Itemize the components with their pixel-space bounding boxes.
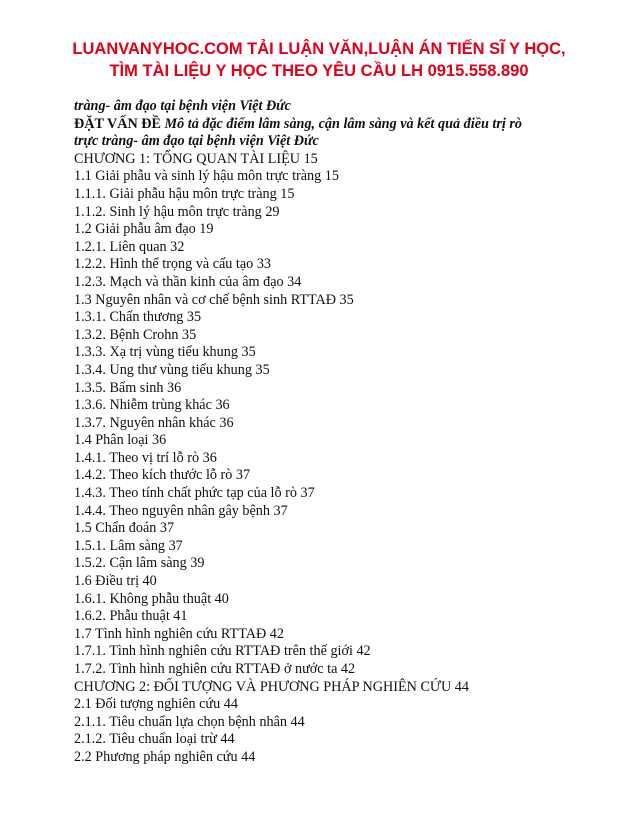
- toc-entry: 1.1.1. Giải phẫu hậu môn trực tràng 15: [74, 185, 295, 202]
- toc-entry: 1.7.1. Tình hình nghiên cứu RTTAĐ trên thế giới 42: [74, 643, 371, 660]
- intro-line-1: tràng- âm đạo tại bệnh viện Việt Đức: [74, 98, 291, 114]
- toc-entry: 1.6.2. Phẫu thuật 41: [74, 608, 188, 625]
- toc-entry: 1.3.4. Ung thư vùng tiểu khung 35: [74, 361, 270, 378]
- toc-entry: 1.3.3. Xạ trị vùng tiểu khung 35: [74, 344, 256, 361]
- toc-entry: 1.3.7. Nguyên nhân khác 36: [74, 414, 234, 431]
- toc-entry: 1.4.2. Theo kích thước lỗ rò 37: [74, 467, 251, 484]
- toc-entry: 1.4.4. Theo nguyên nhân gây bệnh 37: [74, 502, 288, 519]
- toc-entry: 1.3.1. Chấn thương 35: [74, 309, 202, 326]
- toc-entry: 1.5.1. Lâm sàng 37: [74, 537, 183, 554]
- toc-entry: CHƯƠNG 1: TỔNG QUAN TÀI LIỆU 15: [74, 150, 318, 167]
- toc-entry: 1.4 Phân loại 36: [74, 432, 167, 449]
- toc-entry: 1.7.2. Tình hình nghiên cứu RTTAĐ ở nước ta 42: [74, 661, 356, 677]
- toc-entry: 1.2.1. Liên quan 32: [74, 238, 185, 255]
- document-body: [74, 98, 594, 767]
- toc-entry: 1.7 Tình hình nghiên cứu RTTAĐ 42: [74, 625, 284, 642]
- intro-line-2: [74, 116, 594, 134]
- toc-entry: 1.6.1. Không phẫu thuật 40: [74, 590, 229, 607]
- toc-entry: CHƯƠNG 2: ĐỐI TƯỢNG VÀ PHƯƠNG PHÁP NGHIÊN CỨU 44: [74, 678, 469, 695]
- toc-entry: 1.4.1. Theo vị trí lỗ rò 36: [74, 449, 217, 466]
- toc-entry: 2.2 Phương pháp nghiên cứu 44: [74, 748, 256, 765]
- toc-entry: 1.2 Giải phẫu âm đạo 19: [74, 221, 214, 238]
- toc-entry: 1.3.5. Bẩm sinh 36: [74, 379, 182, 396]
- dat-van-de-label: ĐẶT VẤN ĐỀ: [74, 115, 161, 132]
- toc-entry: 1.1 Giải phẫu và sinh lý hậu môn trực tràng 15: [74, 168, 339, 185]
- header-banner: [30, 38, 608, 82]
- toc-entry: 1.1.2. Sinh lý hậu môn trực tràng 29: [74, 203, 280, 220]
- toc-entry: 2.1.1. Tiêu chuẩn lựa chọn bệnh nhân 44: [74, 713, 305, 730]
- toc-entry: 1.6 Điều trị 40: [74, 573, 157, 590]
- intro-line-3: trực tràng- âm đạo tại bệnh viện Việt Đức: [74, 133, 319, 150]
- banner-line-2: TÌM TÀI LIỆU Y HỌC THEO YÊU CẦU LH 0915.558.890: [109, 62, 529, 80]
- banner-line-1: LUANVANYHOC.COM TẢI LUẬN VĂN,LUẬN ÁN TIẾN SĨ Y HỌC,: [72, 40, 566, 58]
- toc-entry: 1.2.2. Hình thể trọng và cấu tạo 33: [74, 256, 272, 273]
- toc-entry: 1.3 Nguyên nhân và cơ chế bệnh sinh RTTAĐ 35: [74, 291, 354, 308]
- toc-entry: 1.2.3. Mạch và thần kinh của âm đạo 34: [74, 273, 302, 290]
- toc-entry: 1.5 Chẩn đoán 37: [74, 520, 175, 537]
- toc-entry: 2.1 Đối tượng nghiên cứu 44: [74, 696, 238, 713]
- toc-entry: 1.3.6. Nhiễm trùng khác 36: [74, 397, 230, 414]
- toc-entry: 2.1.2. Tiêu chuẩn loại trừ 44: [74, 731, 235, 748]
- table-of-contents: [74, 151, 594, 767]
- dat-van-de-text: Mô tả đặc điểm lâm sàng, cận lâm sàng và kết quả điều trị rò: [160, 115, 522, 132]
- toc-entry: 1.5.2. Cận lâm sàng 39: [74, 555, 205, 572]
- toc-entry: 1.4.3. Theo tính chất phức tạp của lỗ rò 37: [74, 485, 315, 502]
- toc-entry: 1.3.2. Bệnh Crohn 35: [74, 326, 197, 343]
